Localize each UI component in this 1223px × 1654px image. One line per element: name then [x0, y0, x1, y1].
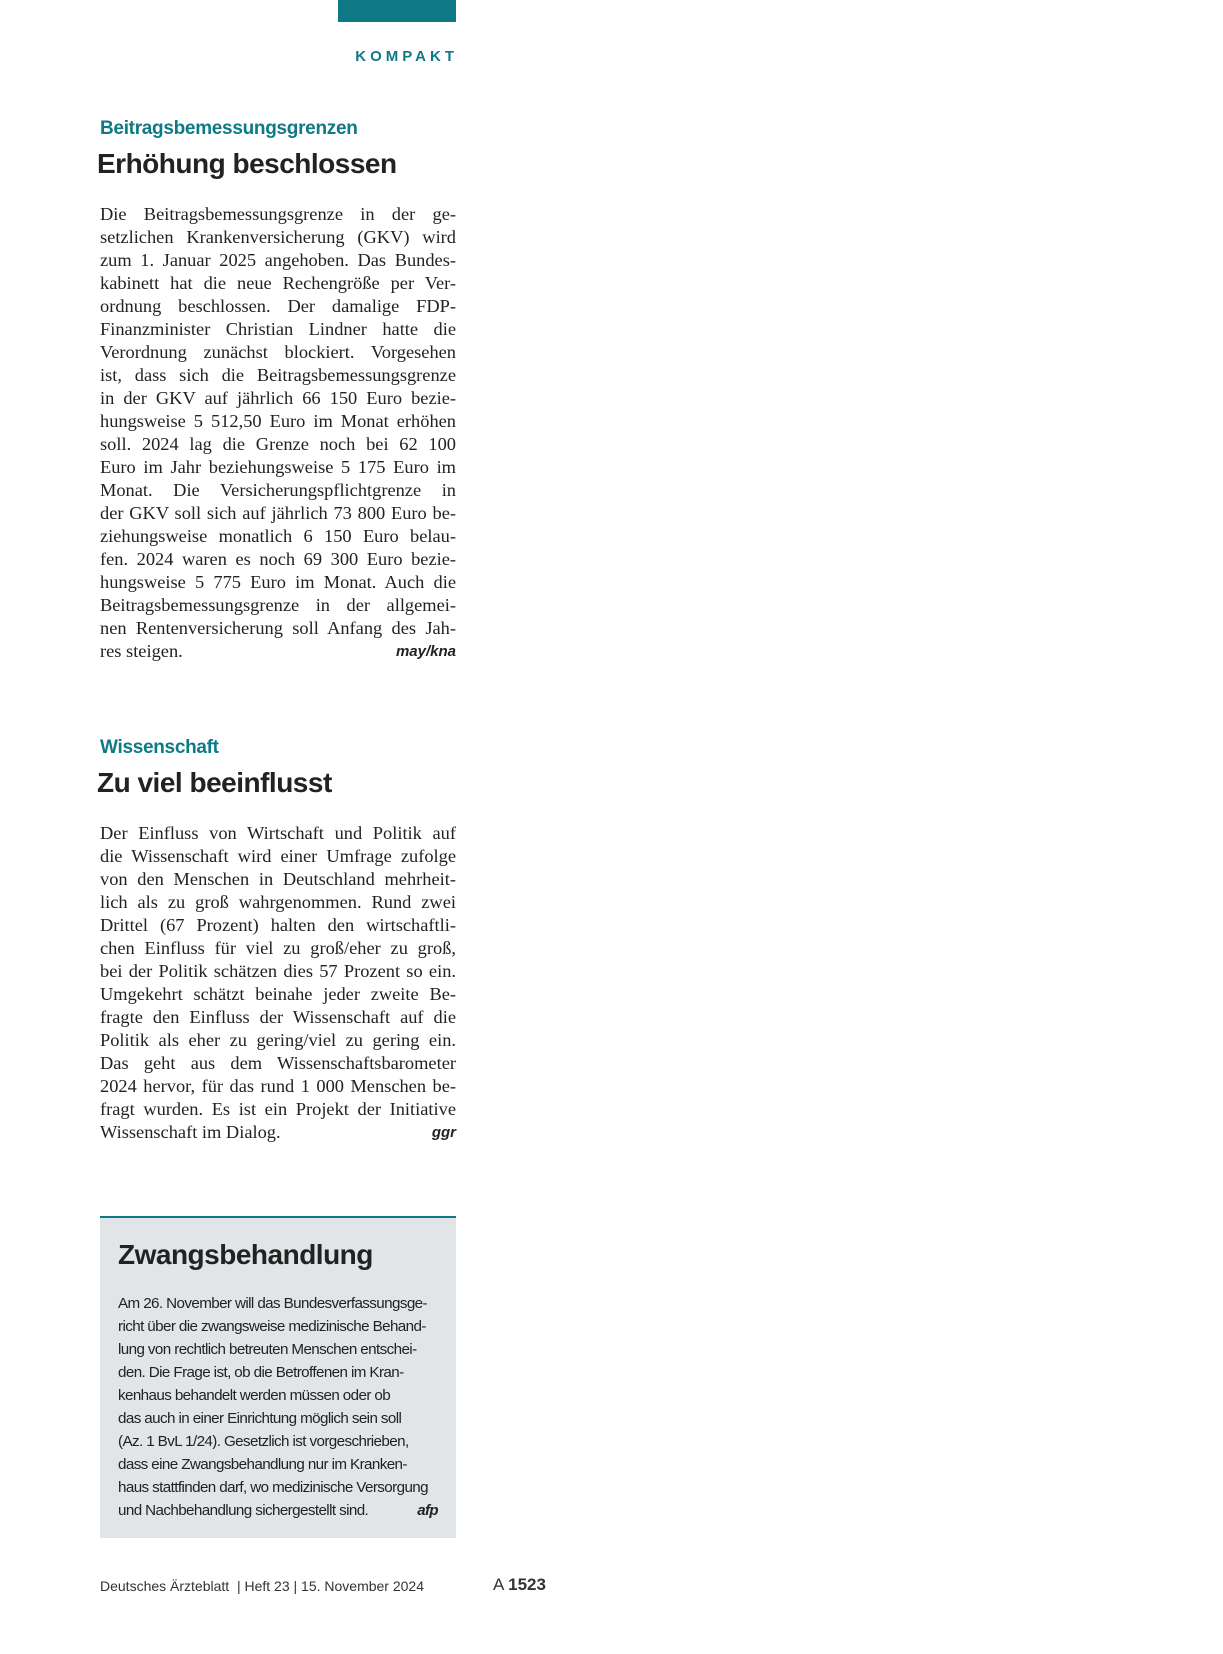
section-color-bar — [338, 0, 456, 22]
article-wissenschaft — [97, 736, 456, 1144]
body-line: Finanzminister Christian Lindner hatte die — [100, 319, 456, 339]
article-kicker: Wissenschaft — [100, 737, 219, 758]
body-line: Monat. Die Versicherungspflichtgrenze in — [100, 480, 456, 500]
body-line: hungsweise 5 775 Euro im Monat. Auch die — [100, 572, 456, 592]
box-line: Am 26. November will das Bundesverfassungsge- — [118, 1295, 427, 1312]
box-line: (Az. 1 BvL 1/24). Gesetzlich ist vorgeschrieben, — [118, 1433, 409, 1450]
info-box-body — [118, 1292, 438, 1522]
body-line: zum 1. Januar 2025 angehoben. Das Bundes- — [100, 250, 456, 270]
box-line: haus stattfinden darf, wo medizinische Versorgung — [118, 1479, 428, 1496]
body-line: Beitragsbemessungsgrenze in der allgemei- — [100, 595, 456, 615]
body-line: lich als zu groß wahrgenommen. Rund zwei — [100, 892, 456, 912]
body-line: Das geht aus dem Wissenschaftsbarometer — [100, 1053, 456, 1073]
box-line: den. Die Frage ist, ob die Betroffenen im Kran- — [118, 1364, 404, 1381]
body-line: Wissenschaft im Dialog. — [100, 1122, 281, 1142]
body-line: Verordnung zunächst blockiert. Vorgesehen — [100, 342, 456, 362]
page-number — [493, 1575, 546, 1595]
body-line: von den Menschen in Deutschland mehrheit- — [100, 869, 456, 889]
body-last-line — [100, 640, 456, 663]
body-line: ordnung beschlossen. Der damalige FDP- — [100, 296, 456, 316]
body-line: fragte den Einfluss der Wissenschaft auf die — [100, 1007, 456, 1027]
article-headline: Zu viel beeinflusst — [97, 767, 332, 798]
body-line: Die Beitragsbemessungsgrenze in der ge- — [100, 204, 456, 224]
body-last-line — [100, 1121, 456, 1144]
article-beitragsbemessungsgrenzen — [97, 117, 456, 663]
body-line: fen. 2024 waren es noch 69 300 Euro bezie- — [100, 549, 456, 569]
body-line: in der GKV auf jährlich 66 150 Euro bezie- — [100, 388, 456, 408]
author-initials: ggr — [431, 1124, 456, 1141]
author-initials: afp — [417, 1502, 438, 1519]
body-line: kabinett hat die neue Rechengröße per Ver- — [100, 273, 456, 293]
body-line: die Wissenschaft wird einer Umfrage zufolge — [100, 846, 456, 866]
body-line: setzlichen Krankenversicherung (GKV) wird — [100, 227, 456, 247]
body-line: hungsweise 5 512,50 Euro im Monat erhöhen — [100, 411, 456, 431]
box-line: lung von rechtlich betreuten Menschen entschei- — [118, 1341, 417, 1358]
body-line: 2024 hervor, für das rund 1 000 Menschen be- — [100, 1076, 456, 1096]
page-number-value: 1523 — [508, 1575, 546, 1594]
body-line: fragt wurden. Es ist ein Projekt der Initiative — [100, 1099, 456, 1119]
body-line: Euro im Jahr beziehungsweise 5 175 Euro im — [100, 457, 456, 477]
info-box-title: Zwangsbehandlung — [118, 1239, 373, 1270]
section-label: KOMPAKT — [355, 48, 458, 65]
article-headline: Erhöhung beschlossen — [97, 148, 397, 179]
body-line: Politik als eher zu gering/viel zu gering ein. — [100, 1030, 456, 1050]
author-initials: may/kna — [395, 643, 456, 660]
article-body — [100, 203, 456, 663]
body-line: Der Einfluss von Wirtschaft und Politik auf — [100, 823, 456, 843]
body-line: nen Rentenversicherung soll Anfang des Jah- — [100, 618, 456, 638]
box-last-line — [118, 1499, 438, 1522]
page-prefix: A — [493, 1575, 509, 1594]
body-line: Drittel (67 Prozent) halten den wirtschaftli- — [100, 915, 456, 935]
body-line: bei der Politik schätzen dies 57 Prozent so ein. — [100, 961, 456, 981]
box-line: das auch in einer Einrichtung möglich sein soll — [118, 1410, 402, 1427]
info-box-zwangsbehandlung — [100, 1216, 456, 1538]
body-line: Umgekehrt schätzt beinahe jeder zweite Be- — [100, 984, 456, 1004]
box-line: richt über die zwangsweise medizinische Behand- — [118, 1318, 426, 1335]
body-line: soll. 2024 lag die Grenze noch bei 62 100 — [100, 434, 456, 454]
body-line: ist, dass sich die Beitragsbemessungsgrenze — [100, 365, 456, 385]
body-line: res steigen. — [100, 641, 183, 661]
body-line: ziehungsweise monatlich 6 150 Euro belau- — [100, 526, 456, 546]
article-body — [100, 822, 456, 1144]
article-kicker: Beitragsbemessungsgrenzen — [100, 118, 358, 139]
box-line: kenhaus behandelt werden müssen oder ob — [118, 1387, 391, 1404]
footer-publication: Deutsches Ärzteblatt | Heft 23 | 15. November 2024 — [100, 1578, 424, 1594]
body-line: chen Einfluss für viel zu groß/eher zu groß, — [100, 938, 456, 958]
box-line: dass eine Zwangsbehandlung nur im Kranken- — [118, 1456, 407, 1473]
box-line: und Nachbehandlung sichergestellt sind. — [118, 1502, 369, 1519]
body-line: der GKV soll sich auf jährlich 73 800 Euro be- — [100, 503, 456, 523]
